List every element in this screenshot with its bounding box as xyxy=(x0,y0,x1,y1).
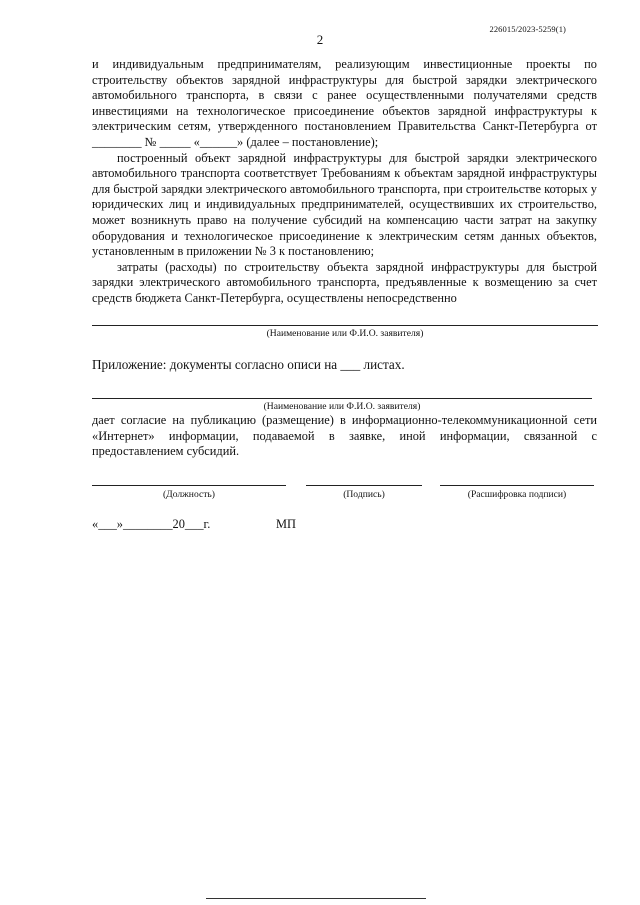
date-line: «___»________20___г. xyxy=(92,517,211,531)
stamp-place-label: МП xyxy=(276,517,296,531)
position-line xyxy=(92,485,286,486)
appendix-note: Приложение: документы согласно описи на ___ листах. xyxy=(92,357,405,372)
decoding-caption: (Расшифровка подписи) xyxy=(467,489,567,500)
paragraph-expenses: затраты (расходы) по строительству объекта зарядной инфраструктуры для быстрой зарядки электрического автомобильного транспорта, предъявленные к возмещению за счет средств бюджета Санкт-Петербурга, осуществлены непосредственно xyxy=(92,259,597,305)
signature-caption: (Подпись) xyxy=(343,489,385,500)
position-caption: (Должность) xyxy=(162,489,216,500)
paragraph-recipients: и индивидуальным предпринимателям, реализующим инвестиционные проекты по строительству объектов зарядной инфраструктуры для быстрой зарядки электрического автомобильного транспорта, в связи с ранее осуществленными получателями средств инвестициями на технологическое присоединение объектов зарядной инфраструктуры к электрическим сетям, утвержденного постановлением Правительства Санкт-Петербурга от ________ № _____ «______» (далее – постановление); xyxy=(92,57,597,149)
applicant-caption-1: (Наименование или Ф.И.О. заявителя) xyxy=(266,328,424,339)
applicant-line-1 xyxy=(92,325,598,326)
body-text xyxy=(92,57,597,307)
decoding-line xyxy=(440,485,594,486)
document-id: 226015/2023-5259(1) xyxy=(489,24,566,34)
footer-divider xyxy=(206,898,426,899)
consent-paragraph: дает согласие на публикацию (размещение) в информационно-телекоммуникационной сети «Интернет» информации, подаваемой в заявке, иной информации, связанной с предоставлением субсидий. xyxy=(92,413,597,459)
applicant-caption-2: (Наименование или Ф.И.О. заявителя) xyxy=(263,401,421,412)
page-number: 2 xyxy=(316,32,324,47)
signature-line xyxy=(306,485,422,486)
paragraph-compliance: построенный объект зарядной инфраструктуры для быстрой зарядки электрического автомобильного транспорта соответствует Требованиям к объектам зарядной инфраструктуры для быстрой зарядки электрического автомобильного транспорта, при строительстве которых у юридических лиц и индивидуальных предпринимателей, осуществивших их строительство, может возникнуть право на получение субсидий на компенсацию части затрат на закупку оборудования и технологическое присоединение к электрическим сетям данных объектов, установленным в приложении № 3 к постановлению; xyxy=(92,150,597,259)
applicant-line-2 xyxy=(92,398,592,399)
